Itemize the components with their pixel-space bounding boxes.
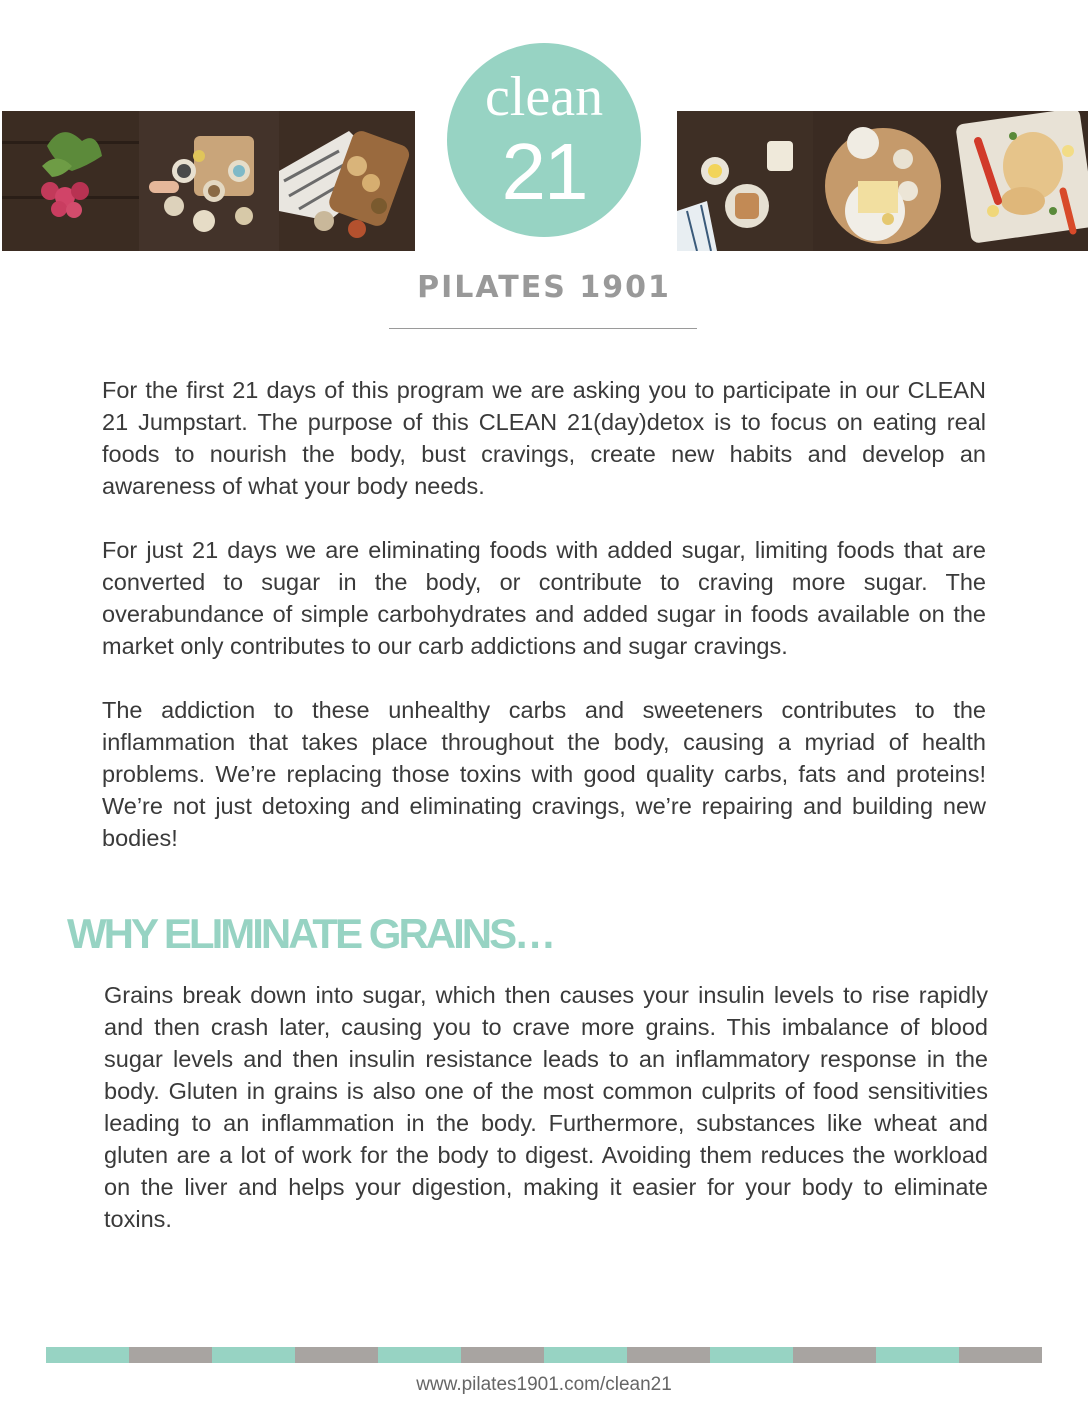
clean21-logo xyxy=(447,43,641,237)
footer-url-link[interactable]: www.pilates1901.com/clean21 xyxy=(416,1374,672,1395)
photo-strip-left xyxy=(2,111,415,251)
stripe-gray xyxy=(793,1347,876,1363)
logo-number: 21 xyxy=(501,127,587,216)
chickpeas-photo xyxy=(279,111,415,251)
logo-word: clean xyxy=(484,66,604,128)
radishes-photo xyxy=(2,111,139,251)
stripe-teal xyxy=(710,1347,793,1363)
stripe-teal xyxy=(544,1347,627,1363)
stripe-gray xyxy=(129,1347,212,1363)
intro-paragraph-2: For just 21 days we are eliminating foods with added sugar, limiting foods that are converted to sugar in the body, or contribute to craving more sugar. The overabundance of simple carbohydrates and added sugar in foods available on the market only contributes to our carb addictions and sugar cravings. xyxy=(102,537,986,659)
intro-paragraph-1: For the first 21 days of this program we are asking you to participate in our CLEAN 21 Jumpstart. The purpose of this CLEAN 21(day)detox is to focus on eating real foods to nourish the body, bust cravings, create new habits and develop an awareness of what your body needs. xyxy=(102,377,986,499)
breakfast-photo xyxy=(677,111,813,251)
stripe-teal xyxy=(46,1347,129,1363)
intro-paragraph-3: The addiction to these unhealthy carbs and sweeteners contributes to the inflammation that takes place throughout the body, causing a myriad of health problems. We’re replacing those toxins with good quality carbs, fats and proteins! We’re not just detoxing and eliminating cravings, we’re repairing and building new bodies! xyxy=(102,697,986,851)
studio-name: PILATES 1901 xyxy=(417,270,671,305)
photo-strip-right xyxy=(677,111,1088,251)
stripe-teal xyxy=(378,1347,461,1363)
roast-chicken-photo xyxy=(953,111,1088,251)
stripe-gray xyxy=(461,1347,544,1363)
stripe-teal xyxy=(212,1347,295,1363)
ingredients-photo xyxy=(139,111,279,251)
grains-paragraph: Grains break down into sugar, which then causes your insulin levels to rise rapidly and then crash later, causing you to crave more grains. This imbalance of blood sugar levels and then insulin resistance leads to an inflammatory response in the body. Gluten in grains is also one of the most common culprits of food sensitivities leading to an inflammation in the body. Furthermore, substances like wheat and gluten are a lot of work for the body to digest. Avoiding them reduces the workload on the liver and helps your digestion, making it easier for your body to eliminate toxins. xyxy=(104,982,988,1232)
footer-stripe-bar xyxy=(46,1347,1042,1363)
section-heading: WHY ELIMINATE GRAINS… xyxy=(67,910,554,957)
divider xyxy=(389,328,697,329)
stripe-gray xyxy=(295,1347,378,1363)
stripe-gray xyxy=(959,1347,1042,1363)
cheese-board-photo xyxy=(813,111,953,251)
stripe-gray xyxy=(627,1347,710,1363)
stripe-teal xyxy=(876,1347,959,1363)
